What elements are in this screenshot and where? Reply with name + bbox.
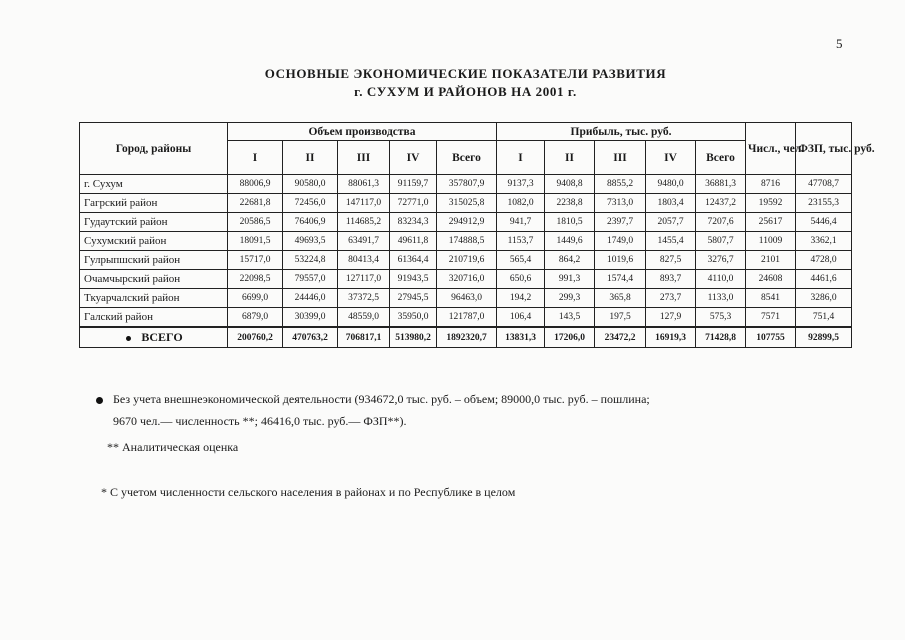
table-row	[80, 194, 852, 213]
header-production-q2: II	[283, 141, 338, 175]
cell-profit-q1: 565,4	[497, 251, 545, 270]
cell-production-q3: 80413,4	[338, 251, 390, 270]
cell-production-q3: 63491,7	[338, 232, 390, 251]
cell-production-q5: 357807,9	[437, 175, 497, 194]
cell-production-q3: 127117,0	[338, 270, 390, 289]
cell-profit-q3: 1019,6	[595, 251, 646, 270]
cell-production-q3: 88061,3	[338, 175, 390, 194]
title-line-2: г. СУХУМ И РАЙОНОВ НА 2001 г.	[354, 84, 577, 99]
cell-profit-q5: 1133,0	[696, 289, 746, 308]
cell-production-q2: 53224,8	[283, 251, 338, 270]
table-row	[80, 175, 852, 194]
cell-payroll: 47708,7	[796, 175, 852, 194]
cell-production-q4: 513980,2	[390, 327, 437, 348]
document-title	[0, 66, 905, 100]
bullet-icon	[126, 336, 131, 341]
cell-production-q2: 24446,0	[283, 289, 338, 308]
cell-profit-q4: 1455,4	[646, 232, 696, 251]
cell-production-q1: 20586,5	[228, 213, 283, 232]
cell-production-q1: 6879,0	[228, 308, 283, 328]
cell-production-q4: 61364,4	[390, 251, 437, 270]
cell-profit-q4: 827,5	[646, 251, 696, 270]
cell-payroll: 3286,0	[796, 289, 852, 308]
row-name	[80, 175, 228, 194]
cell-production-q5: 1892320,7	[437, 327, 497, 348]
cell-profit-q3: 7313,0	[595, 194, 646, 213]
cell-profit-q3: 2397,7	[595, 213, 646, 232]
header-profit-q5: Всего	[696, 141, 746, 175]
note-foreign-trade	[96, 388, 796, 432]
cell-profit-q5: 3276,7	[696, 251, 746, 270]
cell-profit-q2: 1449,6	[545, 232, 595, 251]
header-city: Город, районы	[80, 123, 228, 175]
row-name	[80, 270, 228, 289]
note1-line1: Без учета внешнеэкономической деятельности (934672,0 тыс. руб. – объем; 89000,0 тыс. руб. – пошлина;	[113, 392, 650, 406]
cell-payroll: 3362,1	[796, 232, 852, 251]
header-headcount: Числ., чел.	[746, 123, 796, 175]
cell-profit-q2: 1810,5	[545, 213, 595, 232]
cell-production-q3: 48559,0	[338, 308, 390, 328]
cell-profit-q3: 8855,2	[595, 175, 646, 194]
title-line-1: ОСНОВНЫЕ ЭКОНОМИЧЕСКИЕ ПОКАЗАТЕЛИ РАЗВИТИЯ	[264, 66, 667, 81]
cell-production-q2: 90580,0	[283, 175, 338, 194]
table-row	[80, 289, 852, 308]
cell-profit-q4: 1803,4	[646, 194, 696, 213]
economic-indicators-table	[79, 122, 875, 348]
cell-profit-q2: 9408,8	[545, 175, 595, 194]
cell-profit-q1: 650,6	[497, 270, 545, 289]
bullet-icon	[96, 397, 103, 404]
cell-profit-q3: 23472,2	[595, 327, 646, 348]
cell-production-q1: 18091,5	[228, 232, 283, 251]
cell-profit-q2: 2238,8	[545, 194, 595, 213]
cell-production-q2: 72456,0	[283, 194, 338, 213]
cell-headcount: 7571	[746, 308, 796, 328]
table-row	[80, 213, 852, 232]
cell-profit-q4: 2057,7	[646, 213, 696, 232]
cell-production-q3: 706817,1	[338, 327, 390, 348]
cell-production-q2: 30399,0	[283, 308, 338, 328]
row-name-text: Гулрыпшский район	[84, 254, 181, 266]
cell-profit-q2: 143,5	[545, 308, 595, 328]
cell-headcount: 24608	[746, 270, 796, 289]
cell-production-q4: 35950,0	[390, 308, 437, 328]
row-name-text: Сухумский район	[84, 235, 167, 247]
cell-profit-q3: 1749,0	[595, 232, 646, 251]
cell-production-q2: 79557,0	[283, 270, 338, 289]
cell-production-q1: 200760,2	[228, 327, 283, 348]
header-profit: Прибыль, тыс. руб.	[497, 123, 746, 141]
cell-payroll: 4728,0	[796, 251, 852, 270]
header-profit-q3: III	[595, 141, 646, 175]
cell-profit-q3: 365,8	[595, 289, 646, 308]
row-name-text: г. Сухум	[84, 178, 123, 190]
cell-production-q5: 210719,6	[437, 251, 497, 270]
cell-production-q5: 294912,9	[437, 213, 497, 232]
cell-production-q1: 6699,0	[228, 289, 283, 308]
row-name-text: Ткуарчалский район	[84, 292, 180, 304]
header-production: Объем производства	[228, 123, 497, 141]
cell-production-q4: 83234,3	[390, 213, 437, 232]
header-production-q4: IV	[390, 141, 437, 175]
row-name	[80, 213, 228, 232]
cell-profit-q5: 7207,6	[696, 213, 746, 232]
cell-production-q1: 88006,9	[228, 175, 283, 194]
cell-headcount: 25617	[746, 213, 796, 232]
cell-profit-q5: 36881,3	[696, 175, 746, 194]
header-profit-q1: I	[497, 141, 545, 175]
table-total-row	[80, 327, 852, 348]
cell-profit-q5: 12437,2	[696, 194, 746, 213]
row-name-text: Гудаутский район	[84, 216, 168, 228]
cell-profit-q3: 197,5	[595, 308, 646, 328]
cell-profit-q1: 941,7	[497, 213, 545, 232]
cell-production-q4: 91943,5	[390, 270, 437, 289]
table-row	[80, 251, 852, 270]
cell-production-q5: 315025,8	[437, 194, 497, 213]
cell-production-q5: 96463,0	[437, 289, 497, 308]
cell-profit-q1: 106,4	[497, 308, 545, 328]
cell-payroll: 751,4	[796, 308, 852, 328]
row-name	[80, 308, 228, 328]
row-name	[80, 327, 228, 348]
cell-production-q3: 37372,5	[338, 289, 390, 308]
cell-profit-q5: 575,3	[696, 308, 746, 328]
cell-production-q5: 174888,5	[437, 232, 497, 251]
cell-profit-q5: 5807,7	[696, 232, 746, 251]
cell-production-q4: 72771,0	[390, 194, 437, 213]
header-production-q5: Всего	[437, 141, 497, 175]
cell-payroll: 92899,5	[796, 327, 852, 348]
header-profit-q2: II	[545, 141, 595, 175]
cell-headcount: 11009	[746, 232, 796, 251]
cell-production-q1: 15717,0	[228, 251, 283, 270]
cell-payroll: 5446,4	[796, 213, 852, 232]
cell-production-q1: 22681,8	[228, 194, 283, 213]
cell-production-q5: 320716,0	[437, 270, 497, 289]
cell-production-q1: 22098,5	[228, 270, 283, 289]
cell-headcount: 8541	[746, 289, 796, 308]
cell-headcount: 8716	[746, 175, 796, 194]
cell-profit-q2: 17206,0	[545, 327, 595, 348]
header-production-q1: I	[228, 141, 283, 175]
cell-headcount: 107755	[746, 327, 796, 348]
header-payroll: ФЗП, тыс. руб.	[796, 123, 852, 175]
row-name	[80, 251, 228, 270]
row-name	[80, 232, 228, 251]
row-name	[80, 289, 228, 308]
cell-profit-q4: 16919,3	[646, 327, 696, 348]
cell-production-q4: 49611,8	[390, 232, 437, 251]
note-rural-population: * С учетом численности сельского населения в районах и по Республике в целом	[101, 485, 516, 499]
table-row	[80, 232, 852, 251]
cell-payroll: 23155,3	[796, 194, 852, 213]
cell-production-q5: 121787,0	[437, 308, 497, 328]
cell-headcount: 2101	[746, 251, 796, 270]
page-number: 5	[836, 36, 843, 51]
cell-production-q2: 470763,2	[283, 327, 338, 348]
cell-production-q4: 91159,7	[390, 175, 437, 194]
cell-profit-q3: 1574,4	[595, 270, 646, 289]
cell-profit-q4: 127,9	[646, 308, 696, 328]
row-name-text: ВСЕГО	[141, 330, 183, 344]
cell-production-q2: 76406,9	[283, 213, 338, 232]
cell-profit-q1: 9137,3	[497, 175, 545, 194]
cell-production-q3: 114685,2	[338, 213, 390, 232]
table-row	[80, 308, 852, 328]
row-name-text: Гагрский район	[84, 197, 158, 209]
header-production-q3: III	[338, 141, 390, 175]
cell-profit-q4: 273,7	[646, 289, 696, 308]
cell-profit-q4: 9480,0	[646, 175, 696, 194]
row-name	[80, 194, 228, 213]
cell-profit-q4: 893,7	[646, 270, 696, 289]
cell-profit-q1: 1082,0	[497, 194, 545, 213]
cell-profit-q1: 13831,3	[497, 327, 545, 348]
cell-profit-q1: 194,2	[497, 289, 545, 308]
table-row	[80, 270, 852, 289]
row-name-text: Галский район	[84, 311, 153, 323]
cell-headcount: 19592	[746, 194, 796, 213]
cell-profit-q1: 1153,7	[497, 232, 545, 251]
note-analytical-estimate: ** Аналитическая оценка	[107, 440, 239, 454]
cell-payroll: 4461,6	[796, 270, 852, 289]
cell-profit-q5: 71428,8	[696, 327, 746, 348]
cell-production-q4: 27945,5	[390, 289, 437, 308]
row-name-text: Очамчырский район	[84, 273, 181, 285]
cell-profit-q2: 864,2	[545, 251, 595, 270]
header-profit-q4: IV	[646, 141, 696, 175]
cell-production-q2: 49693,5	[283, 232, 338, 251]
cell-profit-q2: 991,3	[545, 270, 595, 289]
note1-line2: 9670 чел.— численность **; 46416,0 тыс. руб.— ФЗП**).	[113, 414, 407, 428]
cell-production-q3: 147117,0	[338, 194, 390, 213]
cell-profit-q5: 4110,0	[696, 270, 746, 289]
cell-profit-q2: 299,3	[545, 289, 595, 308]
